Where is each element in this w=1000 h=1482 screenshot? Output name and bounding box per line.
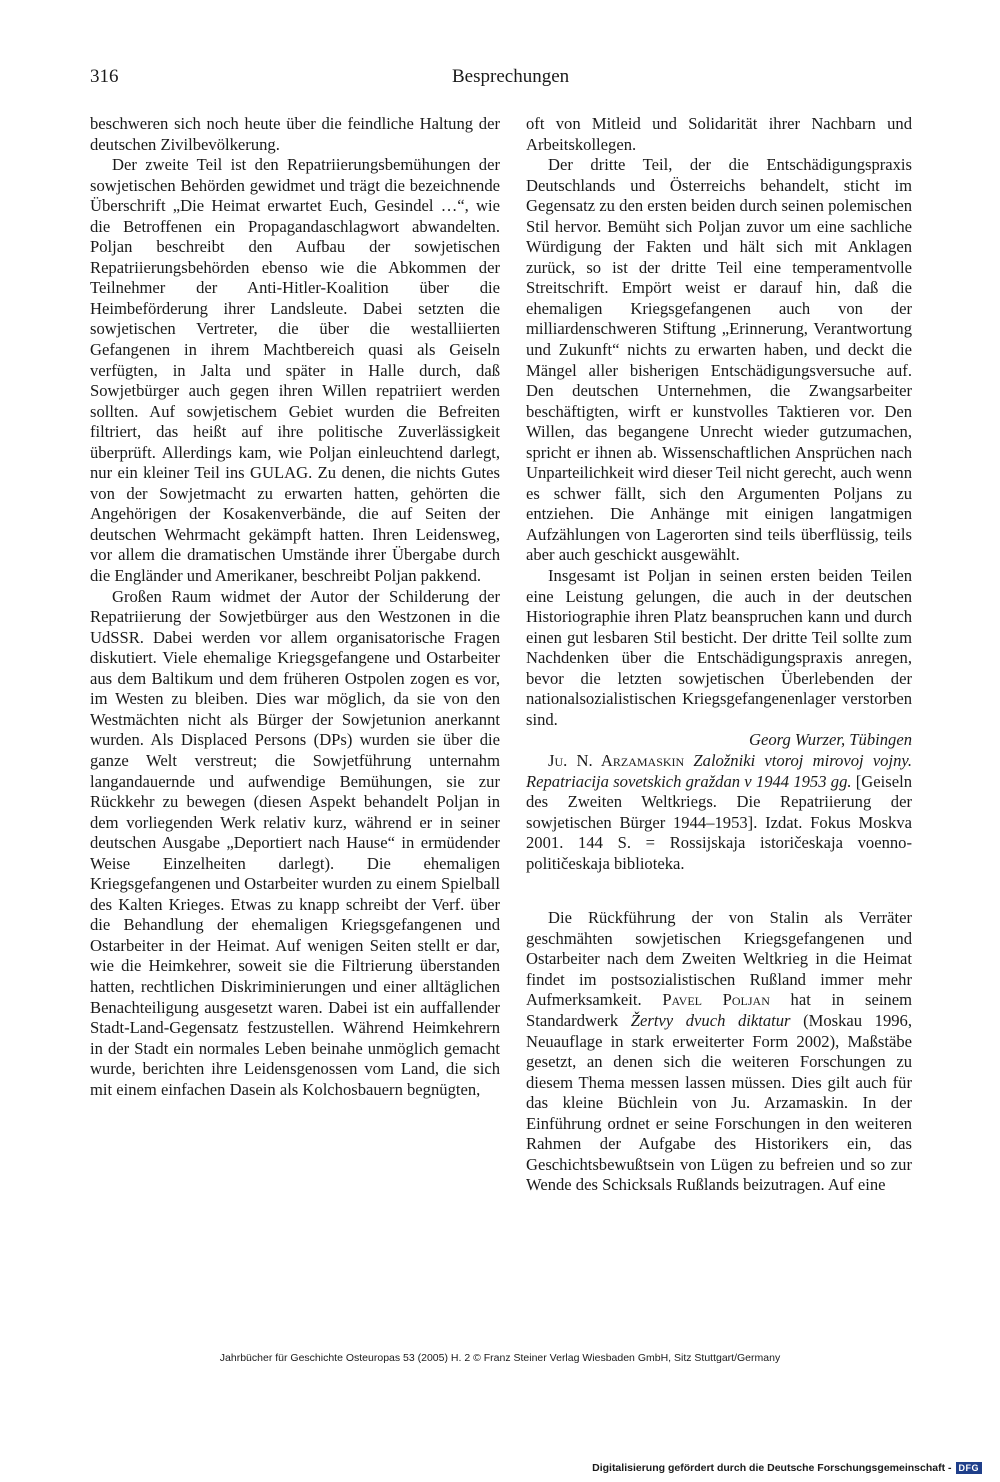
page-footer: Jahrbücher für Geschichte Osteuropas 53 (2005) H. 2 © Franz Steiner Verlag Wiesbaden GmbH, Sitz Stuttgart/Germany <box>219 1352 781 1364</box>
author-name: Pavel Poljan <box>662 990 770 1010</box>
paragraph: Der zweite Teil ist den Repatriierungsbemühungen der sowjetischen Behörden gewidmet und trägt die bezeichnende Überschrift „Die Heimat erwartet Euch, Gesindel …“, wie die Betroffenen ein Propagandaschlagwort abwandelten. Poljan beschreibt den Aufbau der sowjetischen Repatriierungsbehörden ebenso wie die Abkommen der Teilnehmer der Anti-Hitler-Koalition über die Heimbeförderung ihrer Landsleute. Dabei setzten die sowjetischen Vertreter, die über die westalliierten Gefangenen in ihrem Machtbereich quasi als Geiseln verfügten, in Jalta und später in Halle durch, daß Sowjetbürger auch gegen ihren Willen repatriiert werden sollten. Auf sowjetischem Gebiet wurden die Befreiten filtriert, das heißt auf ihre politische Zuverlässigkeit überprüft. Allerdings kam, wie Poljan einleuchtend darlegt, nur ein kleiner Teil ins GULAG. Zu denen, die nichts Gutes von der Sowjetmacht zu erwarten hatten, gehörten die Angehörigen der Kosakenverbände, die auf Seiten der deutschen Wehrmacht gekämpft hatten. Ihren Leidensweg, vor allem die dramatischen Umstände ihrer Übergabe durch die Engländer und Amerikaner, beschreibt Poljan pakkend. <box>90 155 500 586</box>
page-number: 316 <box>90 66 119 87</box>
left-column <box>90 114 500 1100</box>
dfg-note-text: Digitalisierung gefördert durch die Deutsche Forschungsgemeinschaft - <box>592 1462 952 1474</box>
paragraph: oft von Mitleid und Solidarität ihrer Nachbarn und Arbeitskollegen. <box>526 114 912 154</box>
paragraph: Insgesamt ist Poljan in seinen ersten beiden Teilen eine Leistung gelungen, die auch in der deutschen Historiographie ihren Platz beanspruchen kann und durch einen gut lesbaren Stil besticht. Der dritte Teil sollte zum Nachdenken über die Entschädigungspraxis anregen, bevor die letzten sowjetischen Überlebenden der nationalsozialistischen Kriegsgefangenenlager verstorben sind. <box>526 566 912 729</box>
bib-details: [Geiseln des Zweiten Weltkriegs. Die Repatriierung der sowjetischen Bürger 1944–1953]. Izdat. Fokus Moskva 2001. 144 S. = Rossijskaja istoričeskaja voenno-političeskaja biblioteka. <box>526 771 912 873</box>
bib-author: Ju. N. Arzamaskin <box>548 750 685 770</box>
work-title: Žertvy dvuch diktatur <box>630 1010 791 1030</box>
bib-title: Založniki vtoroj mirovoj vojny. Repatriacija sovetskich graždan v 1944 1953 gg. <box>526 750 912 791</box>
paragraph: beschweren sich noch heute über die feindliche Haltung der deutschen Zivilbevölkerung. <box>90 114 500 154</box>
right-column <box>526 114 912 1196</box>
reviewer-signature: Georg Wurzer, Tübingen <box>748 730 912 750</box>
dfg-logo: DFG <box>956 1462 983 1474</box>
paragraph: Großen Raum widmet der Autor der Schilderung der Repatriierung der Sowjetbürger aus den Westzonen in die UdSSR. Dabei werden vor allem organisatorische Fragen diskutiert. Viele ehemalige Kriegsgefangene und Ostarbeiter aus dem Baltikum und dem früheren Ostpolen zogen es vor, im Westen zu bleiben. Dies war möglich, da sie von den Westmächten nicht als Bürger der Sowjetunion anerkannt wurden. Als Displaced Persons (DPs) wurden sie über die ganze Welt verstreut; die Sowjetführung unternahm langandauernde und aufwendige Bemühungen, sie zur Rückkehr zu bewegen (diesen Aspekt behandelt Poljan in dem vorliegenden Werk relativ kurz, während er in seiner deutschen Ausgabe „Deportiert nach Hause“ in ermüdender Weise Einzelheiten darlegt). Die ehemaligen Kriegsgefangenen und Ostarbeiter wurden zu einem Spielball des Kalten Krieges. Etwas zu knapp schreibt der Verf. über die Behandlung der ehemaligen Kriegsgefangenen und Ostarbeiter in der Heimat. Auf wenigen Seiten stellt er dar, wie die Heimkehrer, soweit sie die Filtrierung überstanden hatten, rechtlichen Diskriminierungen und einer alltäglichen Benachteiligung ausgesetzt waren. Dabei ist ein auffallender Stadt-Land-Gegensatz festzustellen. Während Heimkehrern in der Stadt ein normales Leben beinahe unmöglich gemacht wurde, berichten ihre Leidensgenossen vom Land, die sich mit einem einfachen Dasein als Kolchosbauern begnügten, <box>90 586 500 1099</box>
running-head: Besprechungen <box>452 66 570 87</box>
paragraph: Der dritte Teil, der die Entschädigungspraxis Deutschlands und Österreichs behandelt, sticht im Gegensatz zu den ersten beiden durch seinen polemischen Stil hervor. Bemüht sich Poljan zuvor um eine sachliche Würdigung der Fakten und hält sich mit Anklagen zurück, so ist der dritte Teil eine temperamentvolle Streitschrift. Empört weist er darauf hin, daß die ehemaligen Kriegsgefangenen auch von der milliardenschweren Stiftung „Erinnerung, Verantwortung und Zukunft“ nichts zu erwarten haben, und deckt die Mängel aller bisherigen Entschädigungsversuche auf. Den deutschen Unternehmen, die Zwangsarbeiter beschäftigten, wirft er kunstvolles Taktieren vor. Den Willen, das begangene Unrecht wieder gutzumachen, spricht er ihnen ab. Wissenschaftlichen Ansprüchen nach Unparteilichkeit wird dieser Teil nicht gerecht, auch wenn es schwer fällt, sich den Argumenten Poljans zu entziehen. Die Anhänge mit einigen langatmigen Aufzählungen von Lagerorten sind teils überflüssig, teils aber auch geschickt ausgewählt. <box>526 155 912 565</box>
bibliographic-entry <box>526 751 912 874</box>
paragraph: Die Rückführung der von Stalin als Verräter geschmähten sowjetischen Kriegsgefangenen und Ostarbeiter nach dem Zweiten Weltkrieg in die Heimat findet im postsozialistischen Rußland immer mehr Aufmerksamkeit. Pavel Poljan hat in seinem Standardwerk Žertvy dvuch diktatur (Moskau 1996, Neuauflage in stark erweiterter Form 2002), Maßstäbe gesetzt, an denen sich die weiteren Forschungen zu diesem Thema messen lassen müssen. Dies gilt auch für das kleine Büchlein von Ju. Arzamaskin. In der Einführung ordnet er seine Forschungen in den weiteren Rahmen der Aufgabe des Historikers ein, das Geschichtsbewußtsein von Lügen zu befreien und so zur Wende des Schicksals Rußlands beizutragen. Auf eine <box>526 908 913 1195</box>
dfg-funding-note <box>592 1462 982 1474</box>
